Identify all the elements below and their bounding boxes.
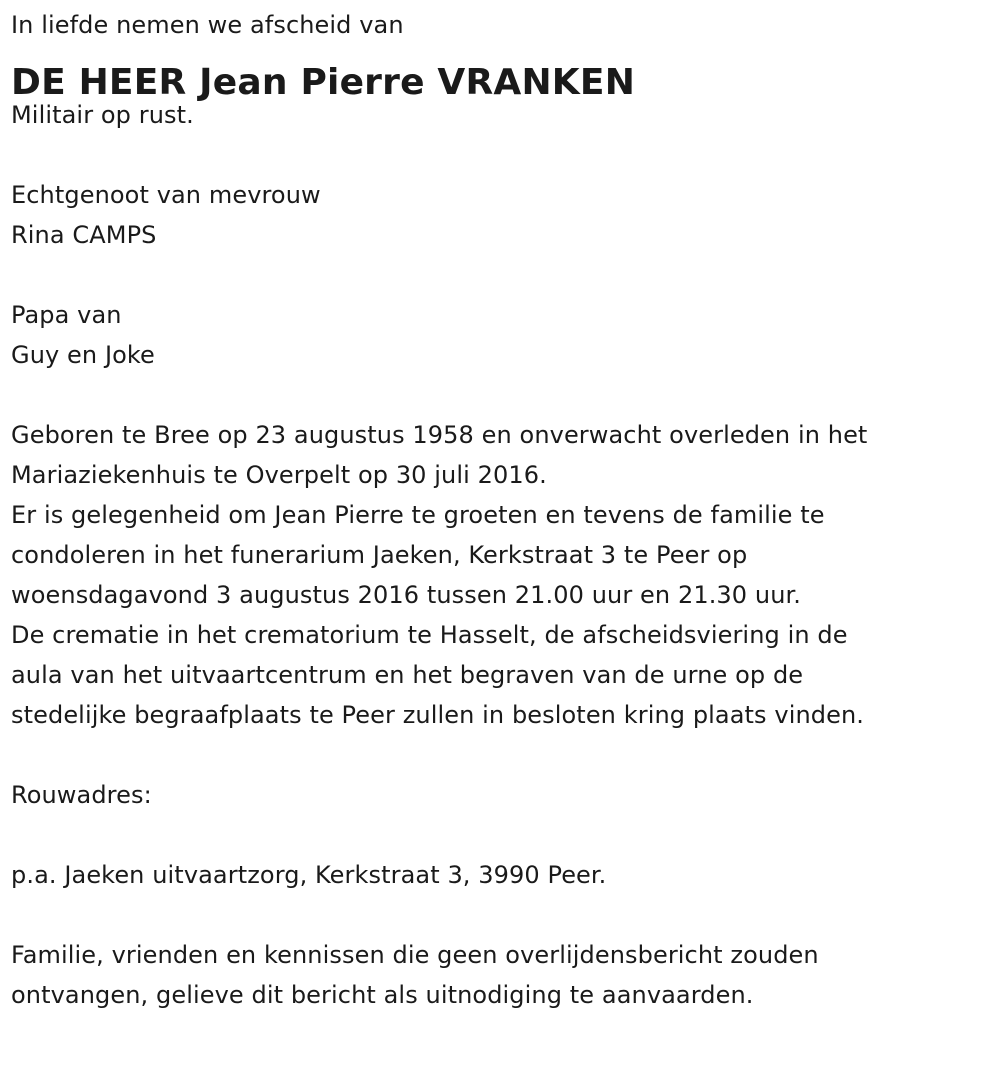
spouse-name: Rina CAMPS bbox=[11, 221, 157, 249]
children-label: Papa van bbox=[11, 301, 122, 329]
announcement-line: woensdagavond 3 augustus 2016 tussen 21.00 uur en 21.30 uur. bbox=[11, 581, 802, 609]
announcement-line: aula van het uitvaartcentrum en het begraven van de urne op de bbox=[11, 661, 804, 689]
spacer bbox=[11, 375, 986, 415]
spacer bbox=[11, 255, 986, 295]
spacer bbox=[11, 815, 986, 855]
profession-text: Militair op rust. bbox=[11, 101, 194, 129]
spacer bbox=[11, 135, 986, 175]
closing-line: ontvangen, gelieve dit bericht als uitnodiging te aanvaarden. bbox=[11, 981, 754, 1009]
announcement-line: De crematie in het crematorium te Hasselt, de afscheidsviering in de bbox=[11, 621, 848, 649]
announcement-line: condoleren in het funerarium Jaeken, Kerkstraat 3 te Peer op bbox=[11, 541, 748, 569]
spacer bbox=[11, 895, 986, 935]
announcement-line: Geboren te Bree op 23 augustus 1958 en onverwacht overleden in het bbox=[11, 421, 868, 449]
obituary-notice bbox=[11, 5, 986, 1015]
closing-paragraph bbox=[11, 935, 986, 1015]
children-names: Guy en Joke bbox=[11, 341, 155, 369]
mourning-address-label: Rouwadres: bbox=[11, 781, 152, 809]
deceased-name: DE HEER Jean Pierre VRANKEN bbox=[11, 62, 636, 103]
announcement-line: Mariaziekenhuis te Overpelt op 30 juli 2016. bbox=[11, 461, 547, 489]
announcement-line: Er is gelegenheid om Jean Pierre te groeten en tevens de familie te bbox=[11, 501, 825, 529]
intro-text: In liefde nemen we afscheid van bbox=[11, 11, 404, 39]
spacer bbox=[11, 735, 986, 775]
spouse-label: Echtgenoot van mevrouw bbox=[11, 181, 321, 209]
mourning-address: p.a. Jaeken uitvaartzorg, Kerkstraat 3, 3990 Peer. bbox=[11, 861, 607, 889]
announcement-line: stedelijke begraafplaats te Peer zullen in besloten kring plaats vinden. bbox=[11, 701, 865, 729]
announcement-paragraph bbox=[11, 415, 986, 735]
closing-line: Familie, vrienden en kennissen die geen overlijdensbericht zouden bbox=[11, 941, 819, 969]
